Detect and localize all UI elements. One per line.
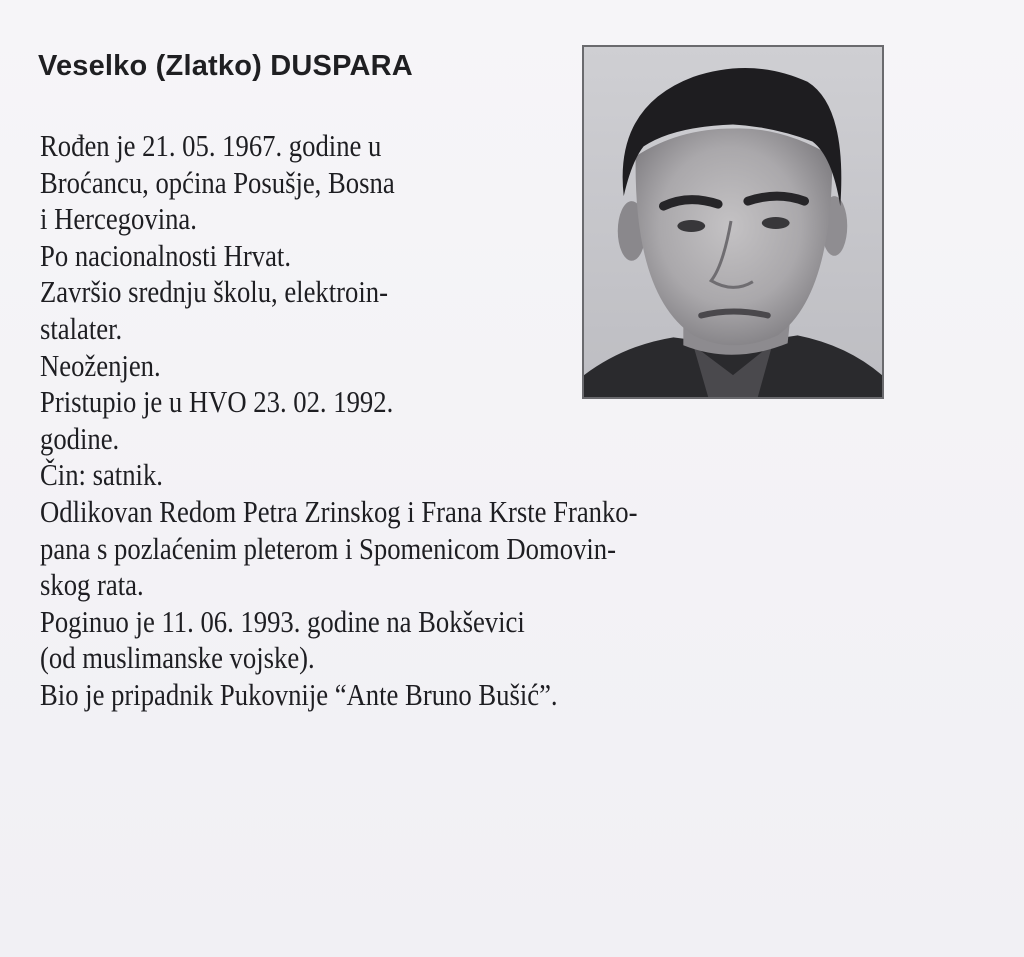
- biography-line: stalater.: [40, 310, 123, 346]
- biography-line: Neoženjen.: [40, 347, 161, 383]
- biography-line: pana s pozlaćenim pleterom i Spomenicom Domovin-: [40, 530, 617, 566]
- biography-line: skog rata.: [40, 567, 144, 603]
- biography-line: Broćancu, općina Posušje, Bosna: [40, 164, 395, 200]
- biography-text: [40, 128, 638, 714]
- portrait-photo-image: [584, 47, 882, 397]
- biography-line: i Hercegovina.: [40, 201, 197, 237]
- biography-line: Odlikovan Redom Petra Zrinskog i Frana Krste Franko-: [40, 493, 638, 529]
- biography-line: Pristupio je u HVO 23. 02. 1992.: [40, 384, 394, 420]
- portrait-photo: [582, 45, 884, 399]
- biography-line: Poginuo je 11. 06. 1993. godine na Bokševici: [40, 603, 525, 639]
- biography-line: (od muslimanske vojske).: [40, 640, 315, 676]
- person-name-heading: Veselko (Zlatko) DUSPARA: [38, 50, 413, 82]
- biography-line: Završio srednju školu, elektroin-: [40, 274, 388, 310]
- biography-line: Bio je pripadnik Pukovnije “Ante Bruno Bušić”.: [40, 676, 558, 712]
- biography-line: Rođen je 21. 05. 1967. godine u: [40, 128, 382, 163]
- biography-line: Čin: satnik.: [40, 457, 163, 493]
- biography-line: Po nacionalnosti Hrvat.: [40, 237, 292, 273]
- biography-line: godine.: [40, 420, 120, 456]
